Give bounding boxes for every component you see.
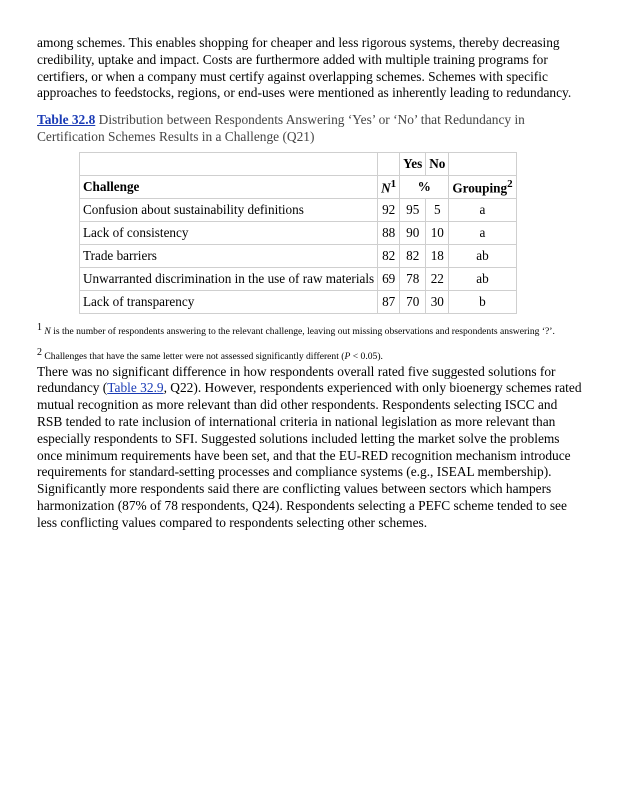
header-challenge: Challenge (80, 175, 378, 198)
header-blank-n (378, 152, 400, 175)
cell-grouping: a (449, 222, 516, 245)
cell-no: 10 (426, 222, 449, 245)
cell-yes: 78 (400, 268, 426, 291)
cell-grouping: b (449, 291, 516, 314)
header-percent: % (400, 175, 449, 198)
header-grouping: Grouping$^2$ (449, 175, 516, 198)
cell-challenge: Lack of transparency (80, 291, 378, 314)
table-row (80, 268, 517, 291)
header-n: $N^1$ (378, 175, 400, 198)
cell-no: 18 (426, 245, 449, 268)
cell-grouping: ab (449, 245, 516, 268)
cell-n: 87 (378, 291, 400, 314)
cell-n: 82 (378, 245, 400, 268)
intro-paragraph: among schemes. This enables shopping for cheaper and less rigorous systems, thereby decreasing credibility, uptake and impact. Costs are furthermore added with multiple training programs for certifiers, or when a company must certify against overlapping schemes. Schemes with specific approaches to feedstocks, regions, or end-uses were mentioned as inherently leading to redundancy. (37, 35, 572, 101)
table-caption (37, 112, 585, 146)
second-paragraph: There was no significant difference in how respondents overall rated five suggested solutions for redundancy (Table 32.9, Q22). However, respondents experienced with only bioenergy schemes rated mutual recognition as more relevant than did other respondents. Respondents selecting ISCC and RSB tended to rate inclusion of international criteria in national legislation as more relevant than especially respondents to SFI. Suggested solutions included letting the market solve the problems once minimum requirements have been set, and that the EU-RED recognition mechanism introduce requirements for standard-setting processes and compliance systems (e.g., ISEAL membership). Significantly more respondents said there are conflicting values between sectors which hampers harmonization (87% of 78 respondents, Q24). Respondents selecting a PEFC scheme tended to see less conflicting values compared to respondents selecting other schemes. (37, 363, 582, 530)
table-header-top (80, 152, 517, 175)
cell-grouping: a (449, 199, 516, 222)
table-row (80, 291, 517, 314)
footnote-1: $^1$ N is the number of respondents answering to the relevant challenge, leaving out missing observations and respondents answering ‘?’. (37, 322, 555, 338)
footnote-2: $^2$ Challenges that have the same letter were not assessed significantly different (P < 0.05). (37, 346, 383, 363)
table-caption-text: Distribution between Respondents Answering ‘Yes’ or ‘No’ that Redundancy in Certification Schemes Results in a Challenge (Q21) (37, 112, 525, 144)
cell-challenge: Unwarranted discrimination in the use of raw materials (80, 268, 378, 291)
header-no: No (426, 152, 449, 175)
cell-challenge: Lack of consistency (80, 222, 378, 245)
cell-grouping: ab (449, 268, 516, 291)
results-table (79, 152, 517, 314)
cell-no: 22 (426, 268, 449, 291)
table-label-link[interactable]: Table 32.8 (37, 112, 96, 128)
cell-yes: 95 (400, 199, 426, 222)
document-page (37, 35, 585, 532)
cell-n: 88 (378, 222, 400, 245)
cell-n: 69 (378, 268, 400, 291)
cell-yes: 70 (400, 291, 426, 314)
cell-yes: 90 (400, 222, 426, 245)
header-yes: Yes (400, 152, 426, 175)
cell-n: 92 (378, 199, 400, 222)
cell-no: 5 (426, 199, 449, 222)
cell-no: 30 (426, 291, 449, 314)
header-blank-challenge (80, 152, 378, 175)
header-blank-grouping (449, 152, 516, 175)
table-32-9-link[interactable]: Table 32.9 (107, 380, 164, 396)
cell-challenge: Trade barriers (80, 245, 378, 268)
cell-yes: 82 (400, 245, 426, 268)
table-header (80, 175, 517, 198)
table-row (80, 245, 517, 268)
table-row (80, 222, 517, 245)
cell-challenge: Confusion about sustainability definitions (80, 199, 378, 222)
table-row (80, 199, 517, 222)
